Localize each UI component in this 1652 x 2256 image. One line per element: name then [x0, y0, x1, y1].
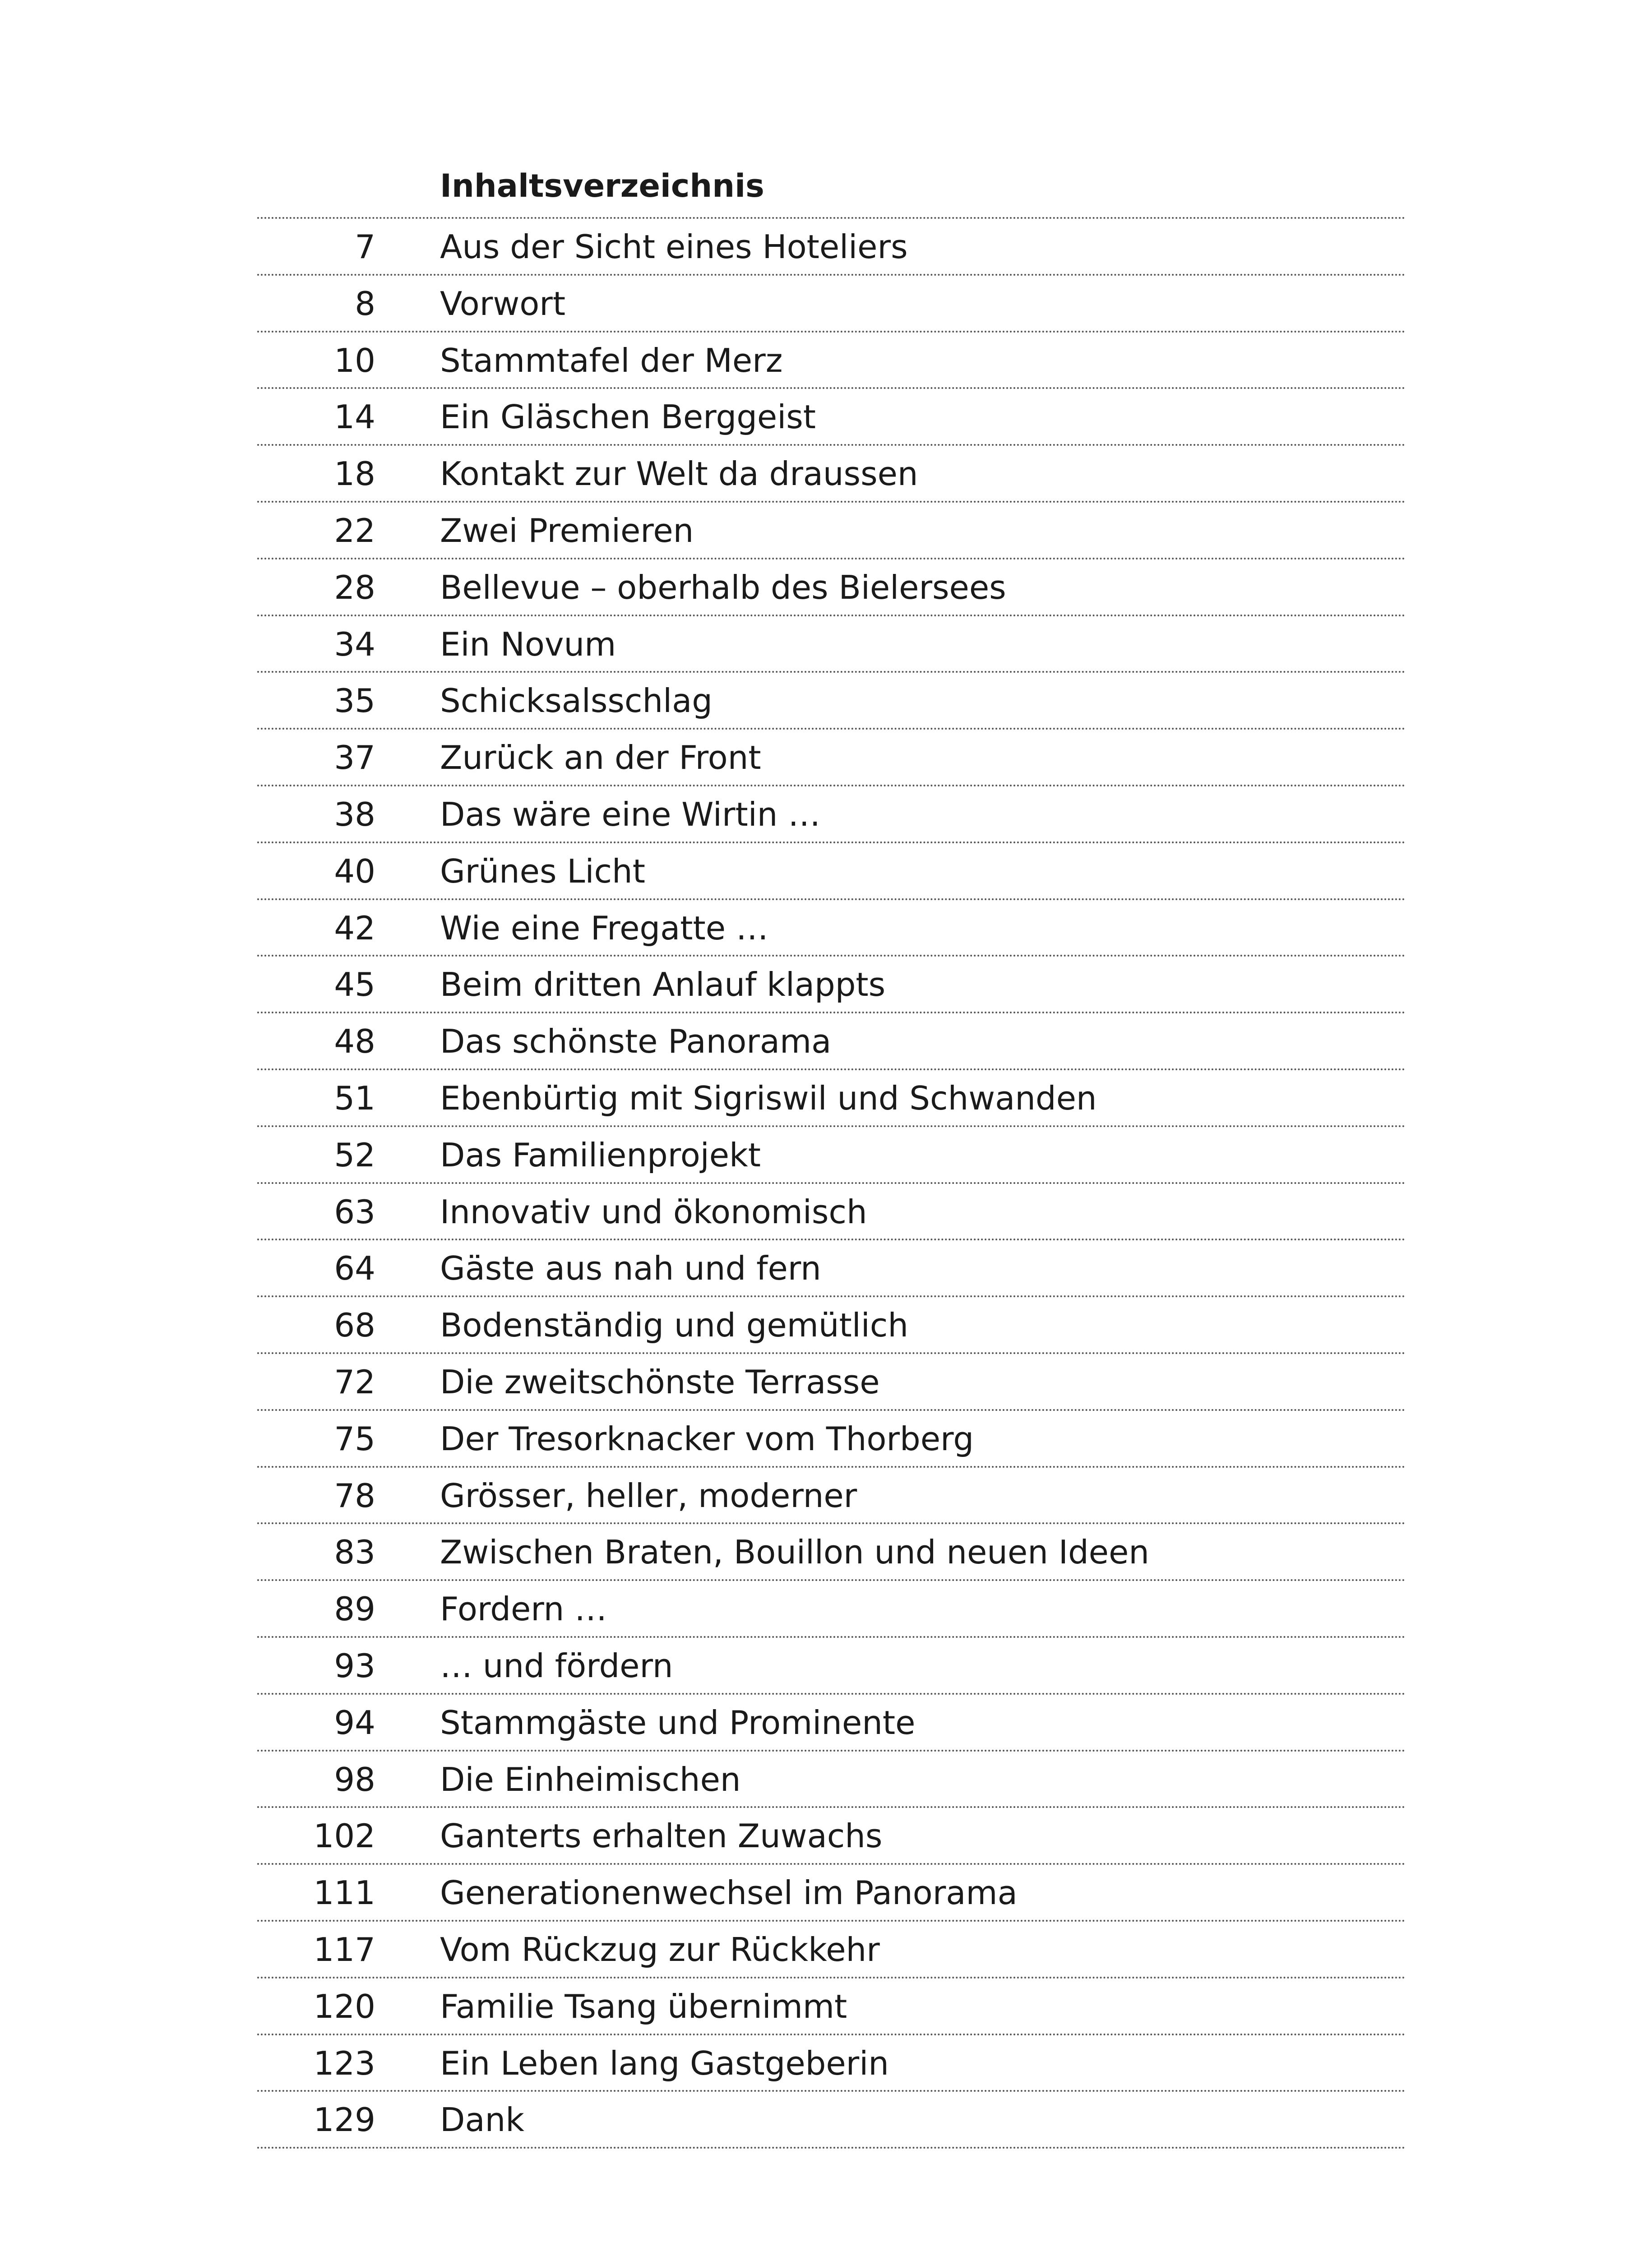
- toc-entry: [257, 1354, 1406, 1411]
- toc-entry: [257, 503, 1406, 559]
- toc-entry: [257, 1070, 1406, 1127]
- toc-page-number: 94: [334, 1703, 375, 1742]
- toc-entry-title: Schicksalsschlag: [440, 682, 713, 720]
- toc-entry: [257, 1297, 1406, 1354]
- toc-page-number: 42: [334, 909, 375, 947]
- toc-entry: [257, 786, 1406, 843]
- toc-page-number: 52: [334, 1136, 375, 1174]
- toc-page-number: 64: [334, 1249, 375, 1288]
- toc-entry: [257, 333, 1406, 389]
- toc-entry: [257, 2035, 1406, 2092]
- toc-entry-title: Bodenständig und gemütlich: [440, 1306, 908, 1345]
- toc-page-number: 7: [355, 228, 375, 266]
- toc-entry: [257, 1127, 1406, 1184]
- toc-entry: [257, 730, 1406, 786]
- toc-page-number: 51: [334, 1079, 375, 1117]
- toc-entry: [257, 1581, 1406, 1638]
- toc-entry-title: Innovativ und ökonomisch: [440, 1193, 867, 1231]
- toc-entry-title: Gäste aus nah und fern: [440, 1249, 821, 1288]
- toc-page-number: 63: [334, 1193, 375, 1231]
- toc-page-number: 129: [313, 2101, 375, 2139]
- toc-page-number: 78: [334, 1476, 375, 1515]
- toc-entry-title: Wie eine Fregatte …: [440, 909, 768, 947]
- toc-entry-title: Ein Gläschen Berggeist: [440, 398, 816, 436]
- toc-entry-title: Vorwort: [440, 284, 566, 323]
- toc-entry-title: Der Tresorknacker vom Thorberg: [440, 1419, 974, 1458]
- toc-page-number: 18: [334, 455, 375, 493]
- toc-entry: [257, 1695, 1406, 1752]
- toc-entry-title: Stammgäste und Prominente: [440, 1703, 916, 1742]
- toc-entry-title: Ganterts erhalten Zuwachs: [440, 1817, 883, 1855]
- toc-entry-title: … und fördern: [440, 1646, 673, 1685]
- toc-page-number: 72: [334, 1363, 375, 1401]
- toc-page-number: 48: [334, 1022, 375, 1061]
- toc-entry: [257, 1979, 1406, 2035]
- toc-entry-title: Das Familienprojekt: [440, 1136, 761, 1174]
- toc-page-number: 123: [313, 2044, 375, 2082]
- toc-entry-title: Stammtafel der Merz: [440, 341, 783, 379]
- toc-page-number: 14: [334, 398, 375, 436]
- toc-page-number: 28: [334, 568, 375, 606]
- toc-page-number: 10: [334, 341, 375, 379]
- toc-page-number: 102: [313, 1817, 375, 1855]
- toc-entry-title: Ebenbürtig mit Sigriswil und Schwanden: [440, 1079, 1097, 1117]
- toc-entry: [257, 1524, 1406, 1581]
- toc-entry: [257, 673, 1406, 730]
- toc-page-number: 8: [355, 284, 375, 323]
- toc-entry-title: Grösser, heller, moderner: [440, 1476, 857, 1515]
- toc-page-number: 98: [334, 1760, 375, 1798]
- toc-page-number: 40: [334, 852, 375, 890]
- toc-entry-list: [257, 219, 1406, 2149]
- toc-entry-title: Fordern …: [440, 1590, 607, 1628]
- toc-entry-title: Die zweitschönste Terrasse: [440, 1363, 880, 1401]
- toc-entry: [257, 900, 1406, 957]
- toc-entry-title: Das wäre eine Wirtin …: [440, 795, 821, 833]
- toc-page-number: 89: [334, 1590, 375, 1628]
- toc-entry: [257, 2092, 1406, 2149]
- toc-entry: [257, 843, 1406, 900]
- toc-entry-title: Generationenwechsel im Panorama: [440, 1874, 1018, 1912]
- toc-entry-title: Dank: [440, 2101, 524, 2139]
- toc-entry-title: Das schönste Panorama: [440, 1022, 832, 1061]
- toc-entry: [257, 219, 1406, 276]
- toc-entry: [257, 1013, 1406, 1070]
- toc-page-number: 111: [313, 1874, 375, 1912]
- toc-entry: [257, 389, 1406, 446]
- toc-entry-title: Zurück an der Front: [440, 739, 761, 777]
- toc-entry: [257, 1184, 1406, 1241]
- toc-entry-title: Ein Leben lang Gastgeberin: [440, 2044, 889, 2082]
- toc-entry-title: Beim dritten Anlauf klappts: [440, 966, 886, 1004]
- toc-page-number: 83: [334, 1533, 375, 1572]
- toc-entry: [257, 1240, 1406, 1297]
- toc-entry: [257, 276, 1406, 333]
- toc-entry-title: Familie Tsang übernimmt: [440, 1987, 847, 2025]
- toc-entry-title: Zwischen Braten, Bouillon und neuen Ideen: [440, 1533, 1149, 1572]
- toc-page-number: 35: [334, 682, 375, 720]
- toc-entry-title: Zwei Premieren: [440, 511, 694, 550]
- toc-entry-title: Vom Rückzug zur Rückkehr: [440, 1930, 880, 1969]
- toc-page-number: 75: [334, 1419, 375, 1458]
- toc-page-number: 22: [334, 511, 375, 550]
- toc-page-number: 68: [334, 1306, 375, 1345]
- toc-page-number: 45: [334, 966, 375, 1004]
- toc-entry: [257, 1922, 1406, 1979]
- toc-entry-title: Aus der Sicht eines Hoteliers: [440, 228, 908, 266]
- toc-entry: [257, 1752, 1406, 1808]
- toc-entry-title: Kontakt zur Welt da draussen: [440, 455, 918, 493]
- toc-entry: [257, 1411, 1406, 1468]
- toc-heading-row: [257, 162, 1406, 219]
- toc-page-number: 37: [334, 739, 375, 777]
- toc-entry-title: Die Einheimischen: [440, 1760, 741, 1798]
- toc-entry: [257, 957, 1406, 1013]
- toc-page-number: 120: [313, 1987, 375, 2025]
- toc-page-number: 38: [334, 795, 375, 833]
- toc-entry-title: Ein Novum: [440, 625, 616, 663]
- toc-entry: [257, 446, 1406, 503]
- page-title: Inhaltsverzeichnis: [440, 167, 764, 204]
- toc-entry-title: Bellevue – oberhalb des Bielersees: [440, 568, 1006, 606]
- toc-entry: [257, 1808, 1406, 1865]
- toc-page-number: 117: [313, 1930, 375, 1969]
- toc-entry: [257, 1865, 1406, 1922]
- toc-page-number: 93: [334, 1646, 375, 1685]
- toc-page-number: 34: [334, 625, 375, 663]
- toc-entry-title: Grünes Licht: [440, 852, 645, 890]
- table-of-contents: [257, 162, 1406, 2149]
- toc-entry: [257, 616, 1406, 673]
- toc-entry: [257, 559, 1406, 616]
- toc-entry: [257, 1468, 1406, 1525]
- toc-entry: [257, 1638, 1406, 1695]
